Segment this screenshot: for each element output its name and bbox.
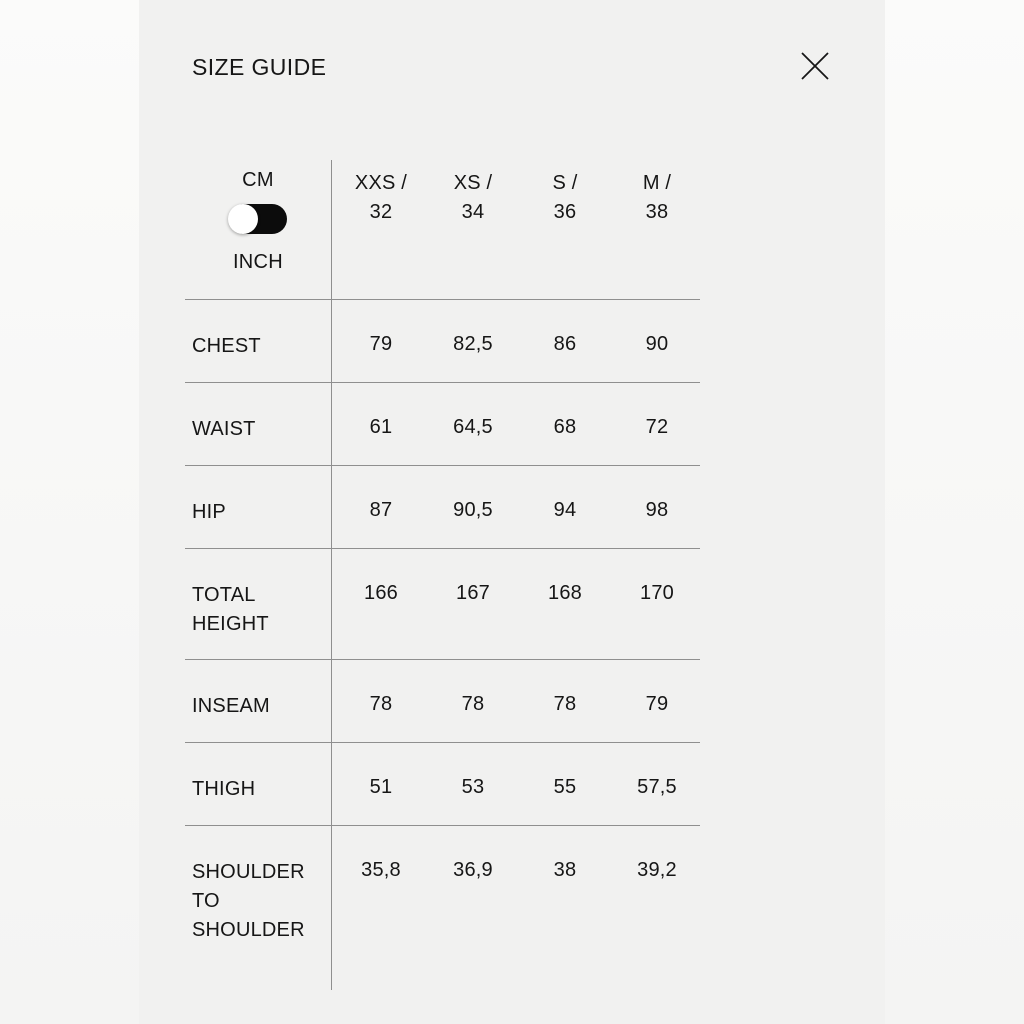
toggle-knob-icon — [228, 204, 258, 234]
row-label-text: WAIST — [192, 418, 256, 440]
unit-toggle-switch[interactable] — [229, 204, 287, 234]
page-title: SIZE GUIDE — [192, 54, 327, 80]
table-row — [185, 826, 700, 990]
cell-value: 170 — [640, 582, 674, 604]
cell-value: 90,5 — [453, 499, 493, 521]
close-icon — [800, 51, 830, 81]
row-label-text: TOTAL HEIGHT — [192, 584, 269, 635]
cell-value: 72 — [645, 416, 669, 438]
cell-value: 68 — [553, 416, 577, 438]
cell-value: 78 — [461, 693, 485, 715]
row-label — [185, 466, 332, 548]
cell-value: 94 — [553, 499, 577, 521]
row-label — [185, 743, 332, 825]
table-header-row — [185, 160, 700, 300]
table-row — [185, 300, 700, 383]
column-header-number: 36 — [553, 201, 577, 223]
cell-value: 86 — [553, 333, 577, 355]
row-label-text: HIP — [192, 501, 226, 523]
row-label — [185, 383, 332, 465]
size-table — [185, 160, 700, 990]
column-header-number: 34 — [461, 201, 485, 223]
cell-value: 98 — [645, 499, 669, 521]
row-label-text: INSEAM — [192, 695, 270, 717]
cell-value: 61 — [369, 416, 393, 438]
column-header-size: S / — [552, 172, 578, 194]
close-button[interactable] — [799, 50, 831, 82]
cell-value: 36,9 — [453, 859, 493, 881]
column-header-s — [516, 160, 608, 299]
row-label-text: CHEST — [192, 335, 261, 357]
cell-value: 35,8 — [361, 859, 401, 881]
table-row — [185, 383, 700, 466]
column-header-m — [608, 160, 700, 299]
cell-value: 166 — [364, 582, 398, 604]
cell-value: 39,2 — [637, 859, 677, 881]
cell-value: 167 — [456, 582, 490, 604]
row-label — [185, 300, 332, 382]
cell-value: 53 — [461, 776, 485, 798]
cell-value: 168 — [548, 582, 582, 604]
cell-value: 38 — [553, 859, 577, 881]
cell-value: 87 — [369, 499, 393, 521]
table-row — [185, 549, 700, 660]
cell-value: 78 — [369, 693, 393, 715]
inch-label: INCH — [232, 251, 284, 273]
row-label — [185, 660, 332, 742]
table-row — [185, 466, 700, 549]
table-row — [185, 743, 700, 826]
column-header-size: XXS / — [354, 172, 408, 194]
cell-value: 55 — [553, 776, 577, 798]
column-header-number: 32 — [369, 201, 393, 223]
row-label — [185, 549, 332, 659]
column-header-xs — [424, 160, 516, 299]
column-header-size: XS / — [453, 172, 493, 194]
cell-value: 57,5 — [637, 776, 677, 798]
cell-value: 90 — [645, 333, 669, 355]
cell-value: 79 — [369, 333, 393, 355]
cm-label: CM — [242, 169, 274, 191]
row-label-text: SHOULDER TO SHOULDER — [192, 861, 305, 941]
cell-value: 51 — [369, 776, 393, 798]
column-header-number: 38 — [645, 201, 669, 223]
cell-value: 79 — [645, 693, 669, 715]
column-header-xxs — [332, 160, 424, 299]
table-row — [185, 660, 700, 743]
cell-value: 82,5 — [453, 333, 493, 355]
cell-value: 78 — [553, 693, 577, 715]
column-header-size: M / — [642, 172, 672, 194]
size-guide-modal — [139, 0, 885, 1024]
row-label-text: THIGH — [192, 778, 256, 800]
row-label — [185, 826, 332, 990]
cell-value: 64,5 — [453, 416, 493, 438]
unit-toggle-cell — [185, 160, 332, 299]
